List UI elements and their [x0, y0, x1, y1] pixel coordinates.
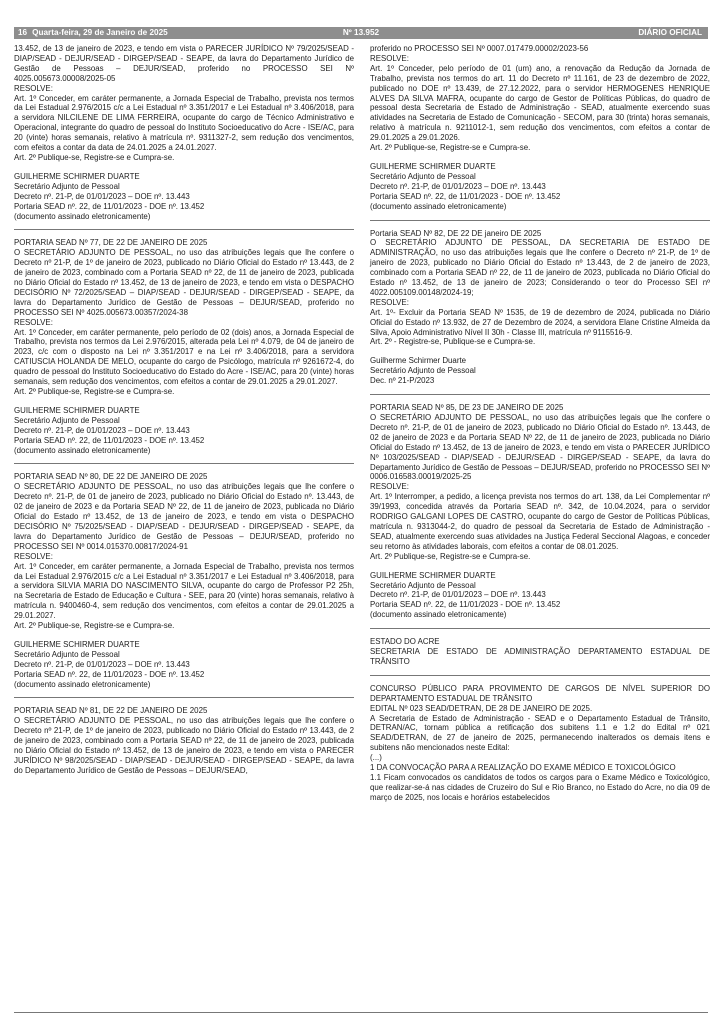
section-divider	[370, 394, 710, 395]
signature-block	[14, 640, 354, 690]
section-divider	[370, 220, 710, 221]
section-divider	[14, 697, 354, 698]
section-divider	[14, 229, 354, 230]
footer-rule	[14, 1012, 708, 1013]
paragraph: RESOLVE:	[14, 83, 53, 93]
paragraph: Art. 1º Conceder, pelo período de 01 (um) ano, a renovação da Redução da Jornada de Trabalho, prevista nos termos do art. 11 do Decreto nº 11.161, de 23 de dezembro de 2022, publicado no DOE nº 13.439, de 27.12.2022, para o servidor HERMOGENES HENRIQUE ALVES DA SILVA MAFRA, ocupante do cargo de Gestor de Políticas Públicas, do quadro de pessoal desta Secretaria de Estado de Administração - SEAD, atualmente exercendo suas atividades na Secretaria de Estado de Comunicação - SECOM, para 30 (trinta) horas semanais, relativo à matrícula n. 9211012-1, sem redução dos vencimentos, com efeitos a contar de 29.01.2025 a 29.01.2026.	[370, 63, 710, 143]
paragraph: Art. 1º Conceder, em caráter permanente, a Jornada Especial de Trabalho, prevista nos termos da Lei Estadual 2.976/2015 c/c a Lei Estadual nº 3.351/2017 e Lei Estadual nº 3.406/2018, para a servidora NILCILENE DE LIMA FERREIRA, ocupante do cargo de Técnico Administrativo e Operacional, integrante do quadro de pessoal do Instituto Socioeducativo do Acre - ISE/AC, para 20 (vinte) horas semanais, relativo à matrícula nº. 9311327-2, sem redução dos vencimentos, com efeitos a contar da data de 24.01.2025 a 24.01.2027.	[14, 93, 354, 153]
portaria-title: PORTARIA SEAD Nº 80, DE 22 DE JANEIRO DE 2025	[14, 472, 208, 482]
paragraph: O SECRETÁRIO ADJUNTO DE PESSOAL, no uso das atribuições legais que lhe confere o Decreto nº 21-P, de 1º de janeiro de 2023, publicado no Diário Oficial do Estado nº 13.443, de 2 de janeiro de 2023, combinado com a Portaria SEAD nº 22, de 11 de janeiro de 2023, publicada no Diário Oficial do Estado nº 13.452, de 13 de janeiro de 2023, e tendo em vista o DESPACHO DECISÓRIO Nº 72/2025/SEAD – DIAP/SEAD - DEJUR/SEAD - DIRGEP/SEAD - SEAPE, da lavra do Departamento Jurídico de Gestão de Pessoas – DEJUR/SEAD, proferido no PROCESSO SEI Nº 4025.005673.00357/2024-38	[14, 248, 354, 317]
signature-block	[370, 571, 710, 621]
signer-note: (documento assinado eletronicamente)	[14, 679, 151, 689]
paragraph: O SECRETÁRIO ADJUNTO DE PESSOAL, no uso das atribuições legais que lhe confere o Decreto nº. 21-P, de 01 de janeiro de 2023, publicado no Diário Oficial do Estado nº. 13.443, de 02 de janeiro de 2023 e da Portaria SEAD Nº 22, de 11 de janeiro de 2023, publicada no Diário Oficial do Estado nº 13.452, de 13 de janeiro de 2023, e tendo em vista o PARECER JURÍDICO Nº 103/2025/SEAD - DIAP/SEAD - DEJUR/SEAD - DIRGEP/SEAD - SEAPE, da lavra do Departamento Jurídico de Gestão de Pessoas – DEJUR/SEAD, proferido no PROCESSO SEI Nº 0006.016583.00019/2025-25	[370, 413, 710, 482]
state-name: ESTADO DO ACRE	[370, 637, 440, 647]
section-heading: 1 DA CONVOCAÇÃO PARA A REALIZAÇÃO DO EXAME MÉDICO E TOXICOLÓGICO	[370, 763, 676, 773]
signer-name: GUILHERME SCHIRMER DUARTE	[14, 171, 140, 181]
publication-name: DIÁRIO OFICIAL	[638, 28, 702, 37]
paragraph: proferido no PROCESSO SEI Nº 0007.017479.00002/2023-56	[370, 44, 589, 53]
signer-note: (documento assinado eletronicamente)	[370, 201, 507, 211]
signer-decree: Decreto nº. 21-P, de 01/01/2023 – DOE nº. 13.443	[14, 191, 190, 201]
signature-block	[14, 172, 354, 222]
paragraph: RESOLVE:	[370, 482, 409, 492]
paragraph: 1.1 Ficam convocados os candidatos de todos os cargos para o Exame Médico e Toxicológico, que realizar-se-á nas cidades de Cruzeiro do Sul e Rio Branco, no Estado do Acre, no dia 09 de março de 2025, nos locais e horários estabelecidos	[370, 773, 710, 802]
section-divider	[14, 463, 354, 464]
signature-block	[370, 356, 710, 386]
signer-portaria: Portaria SEAD nº. 22, de 11/01/2023 - DOE nº. 13.452	[370, 600, 561, 610]
section-divider	[370, 628, 710, 629]
paragraph: Art. 1º Conceder, em caráter permanente, a Jornada Especial de Trabalho, prevista nos termos da Lei Estadual 2.976/2015 c/c a Lei Estadual nº 3.351/2017 e Lei Estadual nº 3.406/2018, para a servidora SILVIA MARIA DO NASCIMENTO SILVA, ocupante do cargo de Professor P2 25h, na Secretaria de Estado de Educação e Cultura - SEE, para 20 (vinte) horas semanais, relativo à matrícula n. 9400460-4, sem redução dos vencimentos, com efeitos a contar de 29.01.2025 a 29.01.2027.	[14, 561, 354, 621]
paragraph: Art. 2º - Registre-se, Publique-se e Cumpra-se.	[370, 337, 536, 347]
signer-name: GUILHERME SCHIRMER DUARTE	[14, 639, 140, 649]
paragraph: Art. 2º Publique-se, Registre-se e Cumpra-se.	[14, 152, 175, 162]
portaria-title: PORTARIA SEAD Nº 85, DE 23 DE JANEIRO DE 2025	[370, 403, 564, 413]
page-number: 16	[18, 28, 28, 37]
paragraph: O SECRETÁRIO ADJUNTO DE PESSOAL, no uso das atribuições legais que lhe confere o Decreto nº. 21-P, de 01 de janeiro de 2023, publicado no Diário Oficial do Estado nº. 13.443, de 02 de janeiro de 2023 e da Portaria SEAD Nº 22, de 11 de janeiro de 2023, publicada no Diário Oficial do Estado nº 13.452, de 13 de janeiro de 2023, e tendo em vista o DESPACHO DECISÓRIO Nº 75/2025/SEAD - DIAP/SEAD - DEJUR/SEAD - DIRGEP/SEAD - SEAPE, da lavra do Departamento Jurídico de Gestão de Pessoas – DEJUR/SEAD, proferido no PROCESSO SEI Nº 0014.015370.00817/2024-91	[14, 482, 354, 551]
paragraph: (...)	[370, 753, 382, 763]
paragraph: Art. 2º Publique-se, Registre-se e Cumpra-se.	[14, 621, 175, 631]
agency-name: SECRETARIA DE ESTADO DE ADMINISTRAÇÃO DEPARTAMENTO ESTADUAL DE TRÂNSITO	[370, 647, 710, 666]
signer-portaria: Portaria SEAD nº. 22, de 11/01/2023 - DOE nº. 13.452	[14, 669, 205, 679]
signer-decree: Decreto nº. 21-P, de 01/01/2023 – DOE nº. 13.443	[370, 181, 546, 191]
portaria-85	[370, 403, 710, 562]
paragraph: Art. 2º Publique-se, Registre-se e Cumpra-se.	[370, 551, 531, 561]
right-column	[370, 44, 710, 803]
signer-name: GUILHERME SCHIRMER DUARTE	[370, 161, 496, 171]
portaria-80	[14, 472, 354, 631]
signer-role: Secretário Adjunto de Pessoal	[370, 171, 476, 181]
paragraph: O SECRETÁRIO ADJUNTO DE PESSOAL, DA SECRETARIA DE ESTADO DE ADMINISTRAÇÃO, no uso das atribuições legais que lhe confere o Decreto nº 21-P, de 1º de janeiro de 2023, publicado no Diário Oficial do Estado nº 13.443, de 2 de janeiro de 2023, combinado com a Portaria SEAD nº 22, de 11 de janeiro de 2023, publicada no Diário Oficial do Estado nº 13.452, de 13 de janeiro de 2023; Considerando o teor do Processo SEI nº 4022.005109.00148/2024-19;	[370, 238, 710, 297]
signature-block	[14, 406, 354, 456]
portaria-title: PORTARIA SEAD Nº 77, DE 22 DE JANEIRO DE 2025	[14, 238, 208, 248]
signer-decree: Decreto nº. 21-P, de 01/01/2023 – DOE nº. 13.443	[14, 425, 190, 435]
signer-note: (documento assinado eletronicamente)	[370, 610, 507, 620]
paragraph: RESOLVE:	[370, 53, 409, 63]
portaria-title: PORTARIA SEAD Nº 81, DE 22 DE JANEIRO DE 2025	[14, 706, 208, 716]
paragraph: Art. 2º Publique-se, Registre-se e Cumpra-se.	[14, 387, 175, 396]
paragraph: 13.452, de 13 de janeiro de 2023, e tendo em vista o PARECER JURÍDICO Nº 79/2025/SEAD - DIAP/SEAD - DEJUR/SEAD - DIRGEP/SEAD - SEAPE, da lavra do Departamento Jurídico de Gestão de Pessoas – DEJUR/SEAD, proferido no PROCESSO SEI Nº 4025.005673.00008/2025-05	[14, 44, 354, 83]
signer-name: GUILHERME SCHIRMER DUARTE	[370, 570, 496, 580]
paragraph: Art. 1º- Excluir da Portaria SEAD Nº 1535, de 19 de dezembro de 2024, publicada no Diário Oficial do Estado nº 13.932, de 27 de Dezembro de 2024, a servidora Elane Cristine Almeida da Silva, Apoio Administrativo Nível II 30h - Classe III, matrícula nº 9115516-9.	[370, 307, 710, 337]
portaria-title: Portaria SEAD Nº 82, DE 22 DE janeiro DE 2025	[370, 228, 542, 238]
section-divider	[370, 675, 710, 676]
edital-023	[370, 684, 710, 803]
paragraph: Art. 1º Interromper, a pedido, a licença prevista nos termos do art. 138, da Lei Complementar nº 39/1993, concedida através da Portaria SEAD nº. 342, de 10.04.2024, para o servidor RODRIGO GALGANI LOPES DE CASTRO, ocupante do cargo de Gestor de Políticas Públicas, matrícula n. 9313044-2, do quadro de pessoal da Secretaria de Estado de Administração - SEAD, atualmente exercendo suas atividades na Justiça Federal Seccional Alagoas, e conceder seu retorno às atividades laborais, com efeitos a contar de 08.01.2025.	[370, 492, 710, 551]
signer-note: (documento assinado eletronicamente)	[14, 445, 151, 455]
paragraph: RESOLVE:	[14, 317, 53, 327]
header-date: Quarta-feira, 29 de Janeiro de 2025	[32, 28, 168, 37]
signer-portaria: Portaria SEAD nº. 22, de 11/01/2023 - DOE nº. 13.452	[14, 201, 205, 211]
portaria-81	[14, 706, 354, 775]
signer-decree: Dec. nº 21-P/2023	[370, 376, 435, 386]
portaria-77	[14, 238, 354, 397]
portaria-continuation	[14, 44, 354, 163]
signer-role: Secretário Adjunto de Pessoal	[14, 181, 120, 191]
signer-decree: Decreto nº. 21-P, de 01/01/2023 – DOE nº. 13.443	[14, 659, 190, 669]
paragraph: Art. 1º Conceder, em caráter permanente, pelo período de 02 (dois) anos, a Jornada Especial de Trabalho, prevista nos termos da Lei 2.976/2015, alterada pela Lei nº 4.079, de 04 de janeiro de 2023, c/c com o disposto na Lei nº 3.351/2017 e na Lei nº 3.406/2018, para a servidora CATIUSCIA HOLANDA DE MELO, ocupante do cargo de Psicólogo, matrícula nº 9261672-4, do quadro de pessoal do Instituto Socioeducativo do Estado do Acre - ISE/AC, para 20 (vinte) horas semanais, sem redução dos vencimentos, com efeitos a contar de 29.01.2025 a 29.01.2027.	[14, 327, 354, 387]
paragraph: RESOLVE:	[370, 297, 409, 307]
signer-name: Guilherme Schirmer Duarte	[370, 356, 467, 366]
paragraph: Art. 2º Publique-se, Registre-se e Cumpra-se.	[370, 143, 531, 153]
signer-portaria: Portaria SEAD nº. 22, de 11/01/2023 - DOE nº. 13.452	[370, 191, 561, 201]
left-column	[14, 44, 354, 776]
portaria-81-continuation	[370, 44, 710, 153]
portaria-82	[370, 229, 710, 348]
paragraph: A Secretaria de Estado de Administração - SEAD e o Departamento Estadual de Trânsito, DETRAN/AC, tornam pública a retificação dos subitens 1.1 e 1.2 do Edital nº 021 SEAD/DETRAN, de 27 de janeiro de 2025, permanecendo inalterados os demais itens e subitens não mencionados neste Edital:	[370, 713, 710, 753]
agency-heading	[370, 637, 710, 667]
paragraph: O SECRETÁRIO ADJUNTO DE PESSOAL, no uso das atribuições legais que lhe confere o Decreto nº 21-P, de 1º de janeiro de 2023, publicado no Diário Oficial do Estado nº 13.443, de 2 de janeiro de 2023, combinado com a Portaria SEAD nº 22, de 11 de janeiro de 2023, publicada no Diário Oficial do Estado nº 13.452, de 13 de janeiro de 2023, e tendo em vista o PARECER JURÍDICO Nº 98/2025/SEAD - DIAP/SEAD - DEJUR/SEAD - DIRGEP/SEAD - SEAPE, da lavra do Departamento Jurídico de Gestão de Pessoas – DEJUR/SEAD,	[14, 716, 354, 775]
signer-note: (documento assinado eletronicamente)	[14, 211, 151, 221]
paragraph: RESOLVE:	[14, 551, 53, 561]
signer-decree: Decreto nº. 21-P, de 01/01/2023 – DOE nº. 13.443	[370, 590, 546, 600]
signature-block	[370, 162, 710, 212]
edital-heading: CONCURSO PÚBLICO PARA PROVIMENTO DE CARGOS DE NÍVEL SUPERIOR DO DEPARTAMENTO ESTADUAL DE TRÂNSITO	[370, 683, 710, 703]
signer-name: GUILHERME SCHIRMER DUARTE	[14, 405, 140, 415]
signer-role: Secretário Adjunto de Pessoal	[14, 415, 120, 425]
issue-number: Nº 13.952	[342, 28, 380, 37]
signer-role: Secretário Adjunto de Pessoal	[14, 649, 120, 659]
edital-title: EDITAL Nº 023 SEAD/DETRAN, DE 28 DE JANEIRO DE 2025.	[370, 703, 593, 713]
signer-role: Secretário Adjunto de Pessoal	[370, 366, 476, 376]
signer-portaria: Portaria SEAD nº. 22, de 11/01/2023 - DOE nº. 13.452	[14, 435, 205, 445]
signer-role: Secretário Adjunto de Pessoal	[370, 580, 476, 590]
page-header	[14, 27, 708, 39]
